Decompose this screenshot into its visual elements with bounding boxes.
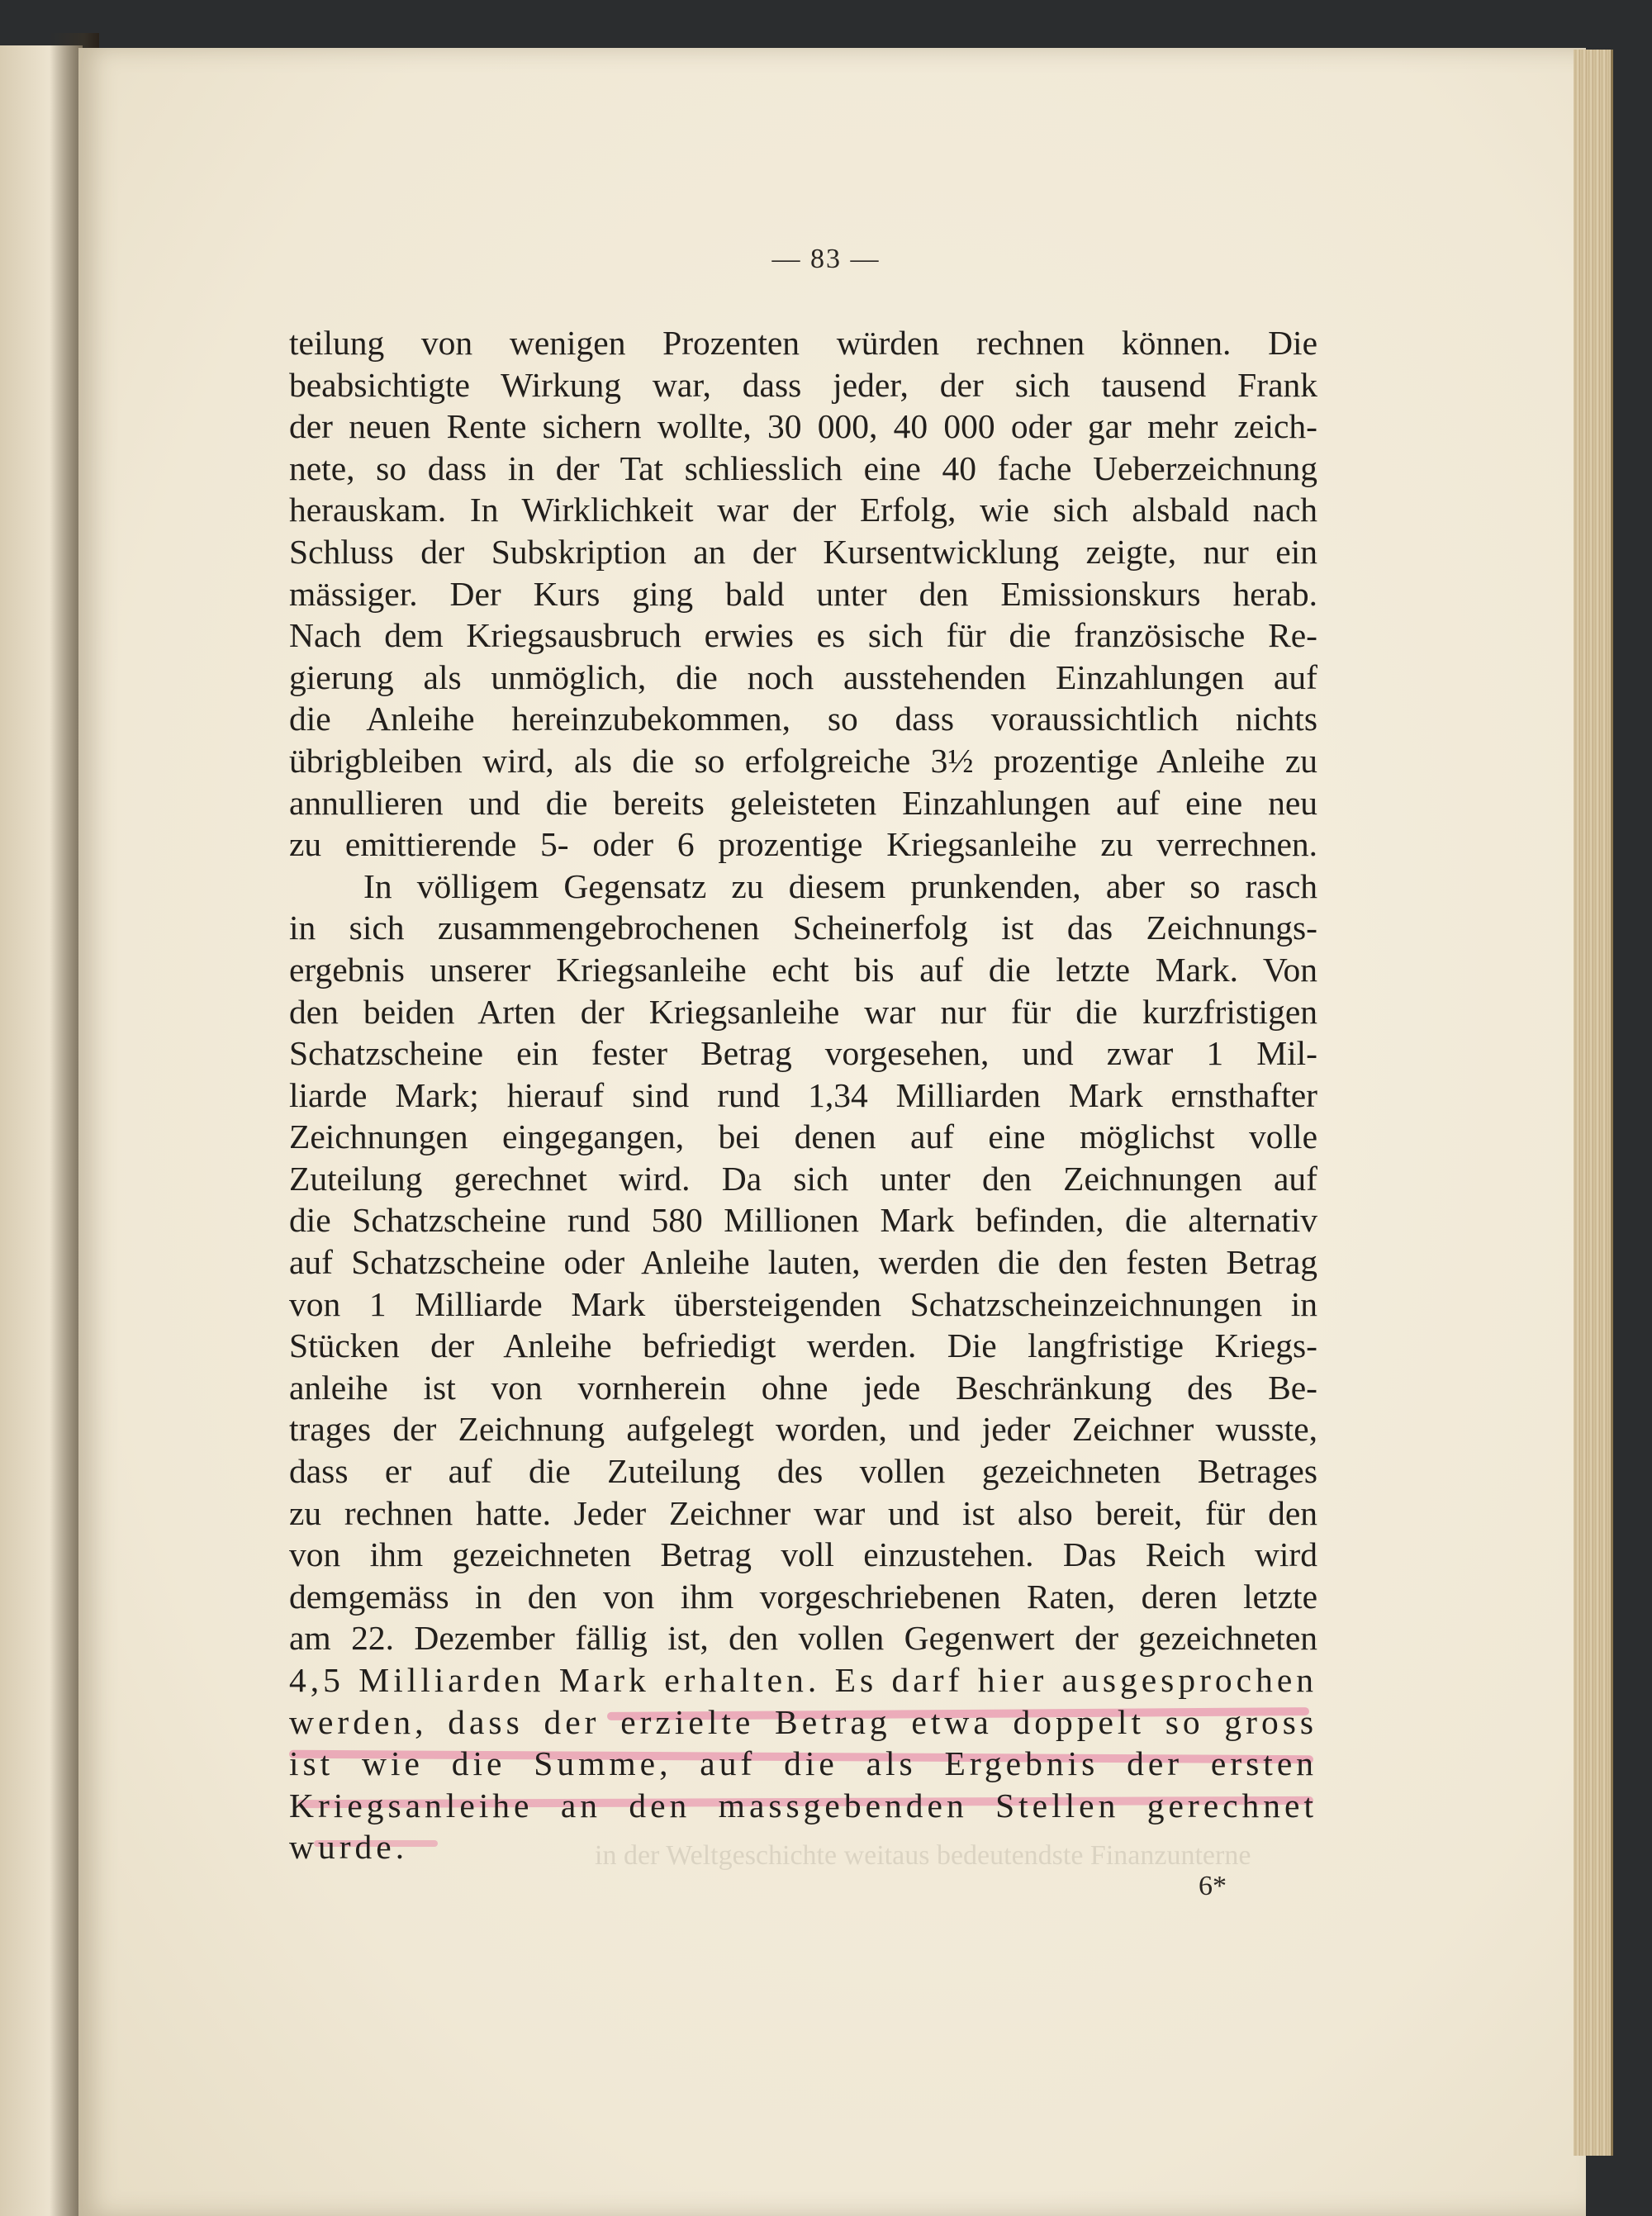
text-line: die Schatzscheine rund 580 Millionen Mark befinden, die alternativ (289, 1201, 1317, 1240)
text-line: übrigbleiben wird, als die so erfolgreiche 3½ prozentige Anleihe zu (289, 741, 1317, 780)
text-line: die Anleihe hereinzubekommen, so dass voraussichtlich nichts (289, 700, 1317, 738)
text-line: Schatzscheine ein fester Betrag vorgesehen, und zwar 1 Mil- (289, 1034, 1317, 1073)
text-line: ergebnis unserer Kriegsanleihe echt bis auf die letzte Mark. Von (289, 950, 1317, 989)
text-line: Zeichnungen eingegangen, bei denen auf eine möglichst volle (289, 1117, 1317, 1156)
text-line: den beiden Arten der Kriegsanleihe war nur für die kurzfristigen (289, 992, 1317, 1031)
text-line: von 1 Milliarde Mark übersteigenden Schatzscheinzeichnungen in (289, 1284, 1317, 1323)
text-line: beabsichtigte Wirkung war, dass jeder, der sich tausend Frank (289, 365, 1317, 404)
text-line: am 22. Dezember fällig ist, den vollen Gegenwert der gezeichneten (289, 1619, 1317, 1658)
signature-mark: 6* (1199, 1871, 1227, 1901)
text-line: mässiger. Der Kurs ging bald unter den Emissionskurs herab. (289, 574, 1317, 613)
text-line: ist wie die Summe, auf die als Ergebnis der ersten (289, 1744, 1317, 1783)
text-line: teilung von wenigen Prozenten würden rechnen können. Die (289, 324, 1317, 362)
text-line: demgemäss in den von ihm vorgeschriebenen Raten, deren letzte (289, 1577, 1317, 1616)
text-line: herauskam. In Wirklichkeit war der Erfolg, wie sich alsbald nach (289, 491, 1317, 529)
text-line: in sich zusammengebrochenen Scheinerfolg ist das Zeichnungs- (289, 909, 1317, 947)
text-line: Schluss der Subskription an der Kursentwicklung zeigte, nur ein (289, 532, 1317, 571)
page-number: — 83 — (771, 244, 881, 274)
text-line: Stücken der Anleihe befriedigt werden. Die langfristige Kriegs- (289, 1326, 1317, 1365)
text-line: 4,5 Milliarden Mark erhalten. Es darf hier ausgesprochen (289, 1661, 1317, 1699)
text-line: nete, so dass in der Tat schliesslich eine 40 fache Ueberzeichnung (289, 448, 1317, 487)
text-line: dass er auf die Zuteilung des vollen gezeichneten Betrages (289, 1452, 1317, 1491)
text-line: auf Schatzscheine oder Anleihe lauten, werden die den festen Betrag (289, 1243, 1317, 1282)
text-line: In völligem Gegensatz zu diesem prunkenden, aber so rasch (363, 866, 1317, 905)
text-line: Zuteilung gerechnet wird. Da sich unter den Zeichnungen auf (289, 1159, 1317, 1198)
text-line: liarde Mark; hierauf sind rund 1,34 Milliarden Mark ernsthafter (289, 1075, 1317, 1114)
text-line: zu emittierende 5- oder 6 prozentige Kriegsanleihe zu verrechnen. (289, 825, 1317, 864)
text-line: annullieren und die bereits geleisteten Einzahlungen auf eine neu (289, 783, 1317, 822)
body-text (289, 322, 1317, 1868)
text-line: von ihm gezeichneten Betrag voll einzustehen. Das Reich wird (289, 1535, 1317, 1574)
text-line: zu rechnen hatte. Jeder Zeichner war und ist also bereit, für den (289, 1493, 1317, 1532)
bleed-through-text: in der Weltgeschichte weitaus bedeutendste Finanzunterne (595, 1840, 1251, 1871)
page-stack-edge (1574, 50, 1613, 2156)
text-line: anleihe ist von vornherein ohne jede Beschränkung des Be- (289, 1368, 1317, 1407)
text-line: trages der Zeichnung aufgelegt worden, und jeder Zeichner wusste, (289, 1410, 1317, 1449)
text-line: der neuen Rente sichern wollte, 30 000, 40 000 oder gar mehr zeich- (289, 407, 1317, 446)
text-line: wurde. (289, 1828, 409, 1867)
text-line: Nach dem Kriegsausbruch erwies es sich für die französische Re- (289, 616, 1317, 655)
text-line: werden, dass der erzielte Betrag etwa doppelt so gross (289, 1702, 1317, 1741)
text-line: gierung als unmöglich, die noch ausstehenden Einzahlungen auf (289, 657, 1317, 696)
text-line: Kriegsanleihe an den massgebenden Stellen gerechnet (289, 1786, 1317, 1825)
